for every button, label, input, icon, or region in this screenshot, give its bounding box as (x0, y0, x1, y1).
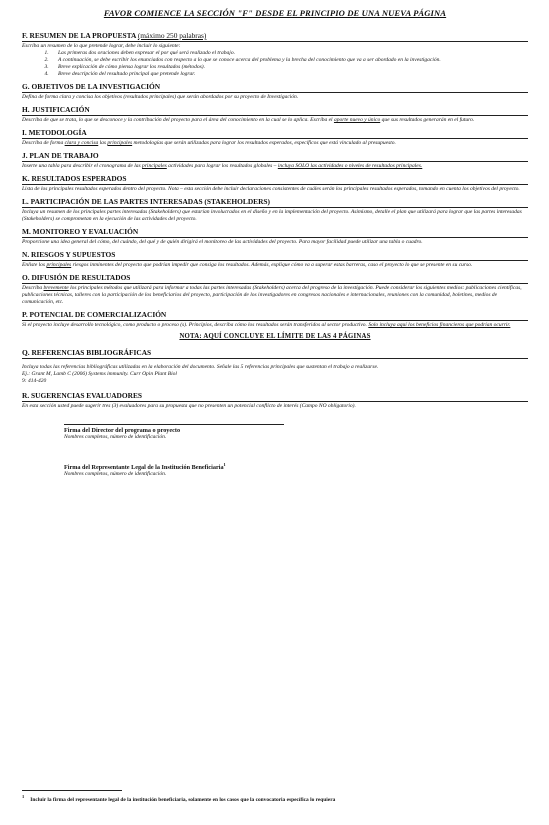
section-f-note: (máximo 250 palabras) (137, 31, 207, 40)
text-run: las (98, 140, 108, 146)
section-i-heading: I. METODOLOGÍA (22, 128, 528, 139)
text-run: que sus resultados generarán en el futuro. (380, 117, 475, 123)
section-i (22, 128, 528, 147)
text-run: Describa de forma (22, 140, 65, 146)
signature-subtitle: Nombres completos, número de identificación. (64, 471, 167, 478)
section-g-heading: G. OBJETIVOS DE LA INVESTIGACIÓN (22, 82, 528, 93)
section-f-intro: Escriba un resumen de lo que pretende lograr, debe incluir lo siguiente: (22, 43, 181, 49)
list-item: 3. Breve explicación de cómo piensa lograr los resultados (métodos). (50, 64, 528, 71)
section-k-heading: K. RESULTADOS ESPERADOS (22, 174, 528, 185)
signature-director (64, 424, 528, 440)
section-q (22, 348, 528, 385)
section-f-title: F. RESUMEN DE LA PROPUESTA (22, 31, 136, 40)
section-m (22, 227, 528, 246)
footnote-ref: 1 (223, 462, 226, 467)
section-q-body: Incluya todas las referencias bibliográficas utilizadas en la elaboración del documento. Señale las 5 referencias principales que sustentan el trabajo a realizarse. (22, 364, 379, 370)
text-run: Describa (22, 285, 44, 291)
page-title: FAVOR COMIENCE LA SECCIÓN "F" DESDE EL PRINCIPIO DE UNA NUEVA PÁGINA (103, 8, 447, 18)
signature-title: Firma del Director del programa o proyecto (64, 427, 181, 434)
section-f-list (22, 50, 528, 78)
text-run: riesgos inminentes del proyecto que podrían impedir que consiga los resultados. Además, explique cómo va a superar estas barreras, caso el proyecto lo que se presente en su curso. (71, 262, 473, 268)
list-item: 2. A continuación, se debe escribir los enunciados con respecto a lo que se conoce acerca del problema y la brecha del conocimiento que va a ser abordado en la investigación. (50, 57, 528, 64)
section-m-body: Proporcione una idea general del cómo, del cuándo, del qué y de quién dirigirá el monitoreo de las actividades del proyecto. Para mayor facilidad puede utilizar una tabla o cuadro. (22, 239, 423, 245)
list-item: 1. Las primeras dos oraciones deben expresar el por qué será realizado el trabajo. (50, 50, 528, 57)
section-p (22, 310, 528, 329)
page-limit-note: NOTA: AQUÍ CONCLUYE EL LÍMITE DE LAS 4 PÁGINAS (179, 333, 371, 340)
text-run-underlined: Solo incluya aquí los beneficios financieros que podrían ocurrir. (368, 322, 511, 328)
section-h-body (22, 117, 528, 124)
text-run: los principales métodos que utilizará para informar a todas las partes interesadas (Stakeholders) acerca del progreso de la investigación. Puede considerar los siguientes medios: publicaciones científicas, publicaciones técnicas, talleres con la participación de los beneficiarios del proyecto, participación de los investigadores en congresos nacionales e internacionales, reuniones con la comunidad, boletines, medios de comunicación, etc. (22, 285, 522, 305)
signature-line (64, 424, 284, 425)
text-run: actividades para lograr los resultados globales – (166, 163, 278, 169)
text-run: metodologías que serán utilizadas para lograr los resultados esperados, específicos que está vinculado al presupuesto. (132, 140, 396, 146)
list-item: 4. Breve descripción del resultado principal que pretende lograr. (50, 71, 528, 78)
signature-title-text: Firma del Representante Legal de la Institución Beneficiaria (64, 464, 224, 472)
text-run-underlined: principales (46, 262, 72, 268)
section-j-body (22, 163, 528, 170)
section-g (22, 82, 528, 101)
section-q-example-pages: 9: 414-420 (22, 378, 47, 384)
signature-subtitle: Nombres completos, número de identificación. (64, 434, 167, 440)
section-n-heading: N. RIESGOS Y SUPUESTOS (22, 250, 528, 261)
section-p-body (22, 322, 528, 329)
text-run-underlined: clara y concisa (64, 140, 99, 146)
text-run-underlined: principales (142, 163, 167, 169)
text-run-underlined: aporte nuevo y único (333, 117, 381, 123)
text-run-underlined: brevemente (43, 285, 69, 291)
footnote-text: Incluir la firma del representante legal de la institución beneficiaria, solamente en los casos que la convocatoria específica lo requiera (30, 796, 336, 803)
section-r-body: En esta sección usted puede sugerir tres (3) evaluadores para su propuesta que no presenten un potencial conflicto de interés (Campo NO obligatorio). (22, 403, 356, 409)
footnote (22, 794, 549, 803)
section-h (22, 105, 528, 124)
text-run: Si el proyecto incluye desarrollo tecnológico, como producto o proceso (s). Principios, describa cómo los resultados serán transferidos al sector productivo. (22, 322, 369, 328)
text-run: Inserte una tabla para describir el cronograma de las (22, 163, 143, 169)
footnote-mark: 1 (22, 794, 25, 799)
signature-title (64, 462, 528, 471)
text-run: Describa de que se trata, lo que se desconoce y la contribución del proyecto para el área del conocimiento en la cual se lo aplica. Escriba el (22, 117, 334, 123)
section-l (22, 197, 528, 223)
section-o-heading: O. DIFUSIÓN DE RESULTADOS (22, 273, 528, 284)
section-o (22, 273, 528, 306)
section-h-heading: H. JUSTIFICACIÓN (22, 105, 528, 116)
section-i-body (22, 140, 528, 147)
section-k-body: Lista de los principales resultados esperados dentro del proyecto. Nota – esta sección debe incluir declaraciones consistentes de cuáles serán los principales resultados esperados, tomando en cuenta los objetivos del proyecto. (22, 186, 520, 192)
section-p-heading: P. POTENCIAL DE COMERCIALIZACIÓN (22, 310, 528, 321)
section-f-heading (22, 31, 528, 42)
section-q-example: Ej.: Grant M, Lamb C (2006) Systems immunity. Curr Opin Plant Biol (22, 371, 177, 377)
section-r-heading: R. SUGERENCIAS EVALUADORES (22, 391, 528, 402)
text-run-underlined: incluya SOLO las actividades o niveles de resultados principales. (277, 163, 423, 169)
text-run: Enliste los (22, 262, 47, 268)
section-n-body (22, 262, 528, 269)
section-o-body (22, 285, 528, 306)
footnote-divider (22, 790, 122, 791)
section-l-body: Incluya un resumen de los principales partes interesadas (Stakeholders) que estarían involucrados en el diseño y en la implementación del proyecto. Asimismo, detalle el plan que utilizará para lograr que las partes interesadas (Stakeholders) se comprometan en la ejecución de las actividades del proyecto. (22, 209, 522, 222)
section-f (22, 31, 528, 78)
signature-legal-rep (64, 462, 528, 477)
section-k (22, 174, 528, 193)
section-m-heading: M. MONITOREO Y EVALUACIÓN (22, 227, 528, 238)
section-l-heading: L. PARTICIPACIÓN DE LAS PARTES INTERESADAS (STAKEHOLDERS) (22, 197, 528, 208)
section-r (22, 391, 528, 410)
section-j-heading: J. PLAN DE TRABAJO (22, 151, 528, 162)
text-run-underlined: principales (107, 140, 133, 146)
section-g-body: Defina de forma clara y concisa los objetivos (resultados principales) que serán abordados por su proyecto de Investigación. (22, 94, 299, 100)
section-n (22, 250, 528, 269)
document-page (22, 8, 528, 477)
section-j (22, 151, 528, 170)
section-q-heading: Q. REFERENCIAS BIBLIOGRÁFICAS (22, 348, 528, 359)
